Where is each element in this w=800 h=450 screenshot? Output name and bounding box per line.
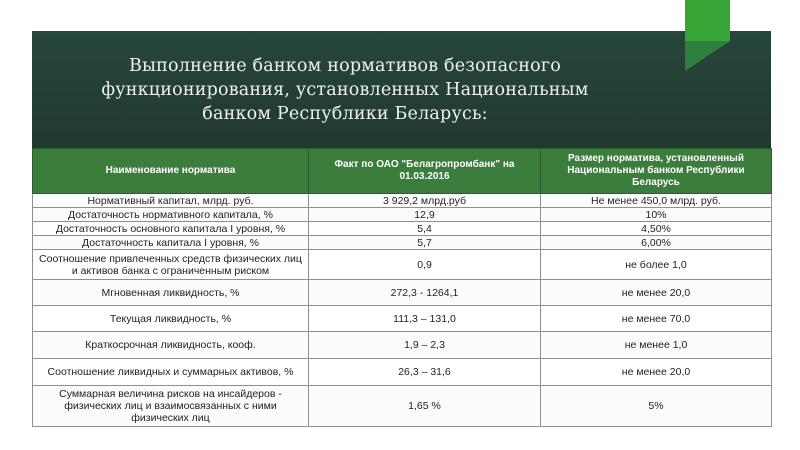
accent-ribbon-tip — [685, 41, 730, 71]
cell-fact: 12,9 — [309, 208, 541, 222]
cell-fact: 26,3 – 31,6 — [309, 359, 541, 386]
cell-required: не менее 20,0 — [541, 359, 772, 386]
cell-required: 6,00% — [541, 236, 772, 250]
cell-fact: 111,3 – 131,0 — [309, 306, 541, 332]
table-row — [33, 250, 772, 280]
cell-required: Не менее 450,0 млрд. руб. — [541, 194, 772, 208]
cell-required: 5% — [541, 386, 772, 427]
table-row — [33, 222, 772, 236]
table-row — [33, 306, 772, 332]
cell-normative: Мгновенная ликвидность, % — [33, 280, 309, 306]
cell-normative: Краткосрочная ликвидность, кооф. — [33, 332, 309, 359]
cell-normative: Достаточность основного капитала I уровня, % — [33, 222, 309, 236]
cell-required: 10% — [541, 208, 772, 222]
title-line: функционирования, установленных Национальным — [101, 80, 589, 100]
slide-title — [65, 54, 625, 126]
table-row — [33, 332, 772, 359]
table-row — [33, 280, 772, 306]
cell-normative: Соотношение привлеченных средств физических лиц и активов банка с ограниченным риском — [33, 250, 309, 280]
table-row — [33, 386, 772, 427]
cell-normative: Достаточность нормативного капитала, % — [33, 208, 309, 222]
table-row — [33, 194, 772, 208]
cell-normative: Суммарная величина рисков на инсайдеров - физических лиц и взаимосвязанных с ними физических лиц — [33, 386, 309, 427]
cell-fact: 3 929,2 млрд.руб — [309, 194, 541, 208]
accent-bar — [685, 0, 730, 41]
cell-required: не менее 70,0 — [541, 306, 772, 332]
header-normative-name: Наименование норматива — [33, 149, 309, 194]
title-line: банком Республики Беларусь: — [202, 104, 488, 124]
normatives-table — [32, 148, 772, 427]
table-row — [33, 359, 772, 386]
cell-normative: Текущая ликвидность, % — [33, 306, 309, 332]
cell-fact: 5,4 — [309, 222, 541, 236]
table-row — [33, 208, 772, 222]
cell-required: не более 1,0 — [541, 250, 772, 280]
cell-fact: 1,9 – 2,3 — [309, 332, 541, 359]
cell-normative: Соотношение ликвидных и суммарных активов, % — [33, 359, 309, 386]
title-line: Выполнение банком нормативов безопасного — [128, 56, 562, 76]
header-fact: Факт по ОАО "Белагропромбанк" на 01.03.2016 — [309, 149, 541, 194]
cell-normative: Нормативный капитал, млрд. руб. — [33, 194, 309, 208]
cell-normative: Достаточность капитала I уровня, % — [33, 236, 309, 250]
cell-fact: 5,7 — [309, 236, 541, 250]
cell-fact: 1,65 % — [309, 386, 541, 427]
cell-fact: 272,3 - 1264,1 — [309, 280, 541, 306]
cell-required: не менее 1,0 — [541, 332, 772, 359]
table-row — [33, 236, 772, 250]
cell-required: 4,50% — [541, 222, 772, 236]
cell-fact: 0,9 — [309, 250, 541, 280]
cell-required: не менее 20,0 — [541, 280, 772, 306]
header-required-value: Размер норматива, установленный Национальным банком Республики Беларусь — [541, 149, 772, 194]
table-header-row — [33, 149, 772, 194]
